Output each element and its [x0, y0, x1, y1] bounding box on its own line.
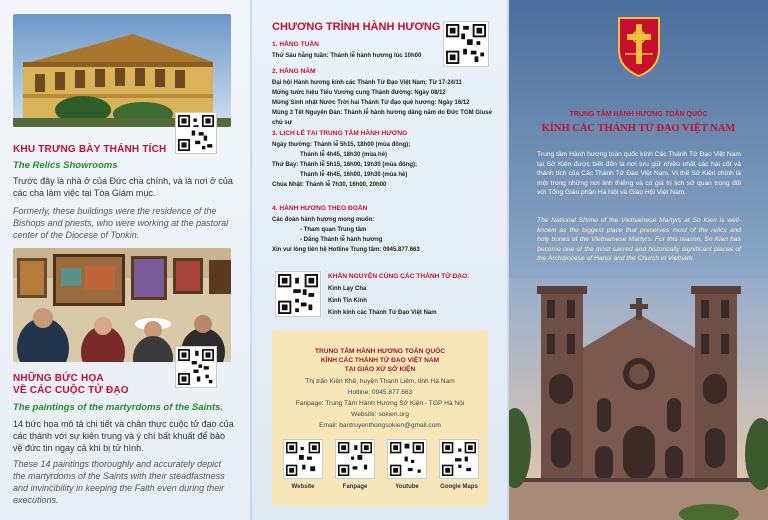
prayer-section — [328, 272, 498, 319]
yearly-line-2: Mừng tước hiệu Tiểu Vương cung Thánh đường: Ngày 08/12 — [272, 90, 446, 96]
paintings-subtitle-en: The paintings of the martyrdoms of the Saints. — [13, 402, 224, 413]
paintings-gallery-photo — [13, 248, 231, 362]
website-qr-code[interactable] — [284, 440, 322, 478]
contact-hotline: Hotline: 0945.877.663 — [347, 389, 413, 396]
weekly-line: Thứ Sáu hằng tuần: Thánh lễ hành hương lúc 10h00 — [272, 53, 422, 59]
google-maps-qr-label: Google Maps — [440, 484, 478, 490]
prayer-line-2: Kinh Tin Kính — [328, 298, 367, 304]
relics-subtitle-en: The Relics Showrooms — [13, 160, 118, 171]
shrine-emblem — [615, 14, 663, 78]
contact-email[interactable]: Email: bantruyenthongsokien@gmail.com — [319, 422, 441, 429]
paintings-title-line1: NHỮNG BỨC HỌA — [13, 373, 104, 384]
relics-building-photo — [13, 14, 231, 127]
paintings-text-vi: 14 bức họa mô tả chi tiết và chân thực cuộc tử đạo của các thánh với sự kiên trung và ý chí bất khuất để bảo vệ đức tin ngay cả khi bị tử hình. — [13, 419, 234, 453]
panel-right — [509, 0, 768, 520]
cathedral-photo — [509, 278, 768, 520]
website-qr-label: Website — [291, 484, 315, 490]
schedule-line-3: Thứ Bảy: Thánh lễ 5h15, 16h00, 19h30 (mùa đông); — [272, 162, 418, 168]
program-title: CHƯƠNG TRÌNH HÀNH HƯƠNG — [272, 21, 441, 33]
schedule-line-5: Chúa Nhật: Thánh lễ 7h30, 16h00, 20h00 — [272, 182, 387, 188]
contact-title-1: TRUNG TÂM HÀNH HƯƠNG TOÀN QUỐC — [314, 348, 446, 355]
contact-address: Thị trấn Kiện Khê, huyện Thanh Liêm, tỉnh Hà Nam — [305, 378, 455, 385]
shrine-text-en: The National Shrine of the Vietnamese Martyrs at So Kien is well-known as the biggest place that preserves most of the relics and holy bones of the Vietnamese Martyrs. For this reason, So Kien has become one of the most sacred and historically significant places of the Archdiocese of Hanoi and the Church in Vietnam. — [537, 217, 741, 263]
group-line-2: - Tham quan Trung tâm — [300, 227, 367, 233]
paintings-title-line2: VỀ CÁC CUỘC TỬ ĐẠO — [13, 385, 129, 396]
relics-text-en: Formerly, these buildings were the residence of the Bishops and priests, who were working at the pastoral center of the Diocese of Tonkin. — [13, 206, 229, 240]
contact-title-2: KÍNH CÁC THÁNH TỬ ĐẠO VIỆT NAM — [320, 357, 440, 364]
group-heading: 4. HÀNH HƯƠNG THEO ĐOÀN — [272, 205, 368, 212]
youtube-qr-label: Youtube — [395, 484, 419, 490]
prayer-line-3: Kinh kính các Thánh Tử Đạo Việt Nam — [328, 310, 437, 316]
contact-website[interactable]: Website: sokien.org — [351, 411, 409, 418]
shrine-text-vi: Trung tâm Hành hương toàn quốc kính Các Thánh Tử Đạo Việt Nam tại Sở Kiện được biết đến là nơi lưu giữ nhiều nhất các hài cốt và thánh tích của Các Thánh Tử Đạo Việt Nam. Vì thế Sở Kiện chính là một trong những nơi linh thiêng và có giá trị lịch sử quan trọng đối với Tổng Giáo phận Hà Nội và Giáo Hội Việt Nam. — [537, 151, 741, 197]
prayer-line-1: Kinh Lạy Cha — [328, 286, 367, 292]
weekly-heading: 1. HẰNG TUẦN — [272, 41, 319, 48]
yearly-line-4: Mùng 3 Tết Nguyên Đán: Thánh lễ hành hương dâng năm do Đức TGM Giuse chủ sự — [272, 110, 492, 126]
paintings-text-en: These 14 paintings thoroughly and accurately depict the martyrdoms of the Saints with their steadfastness and invincibility in keeping the Faith even during their executions. — [13, 459, 225, 505]
program-qr-code[interactable] — [444, 22, 488, 66]
yearly-line-3: Mừng Sinh nhật Nước Trời hai Thánh Tử đạo quê hương: Ngày 16/12 — [272, 100, 470, 106]
relics-title: KHU TRƯNG BÀY THÁNH TÍCH — [13, 144, 167, 155]
relics-text-vi: Trước đây là nhà ở của Đức cha chính, và là nơi ở của các cha làm việc tại Tòa Giám mục. — [13, 176, 233, 198]
program-mass-schedule — [272, 129, 502, 190]
schedule-line-4: Thánh lễ 4h45, 16h00, 19h30 (mùa hè) — [300, 172, 408, 178]
group-line-3: - Dâng Thánh lễ hành hương — [300, 237, 383, 243]
yearly-line-1: Đại hội Hành hương kính các Thánh Tử Đạo Việt Nam: Từ 17-24/11 — [272, 80, 462, 86]
contact-title-3: TẠI GIÁO XỨ SỞ KIỆN — [344, 366, 416, 373]
schedule-line-2: Thánh lễ 4h45, 18h30 (mùa hè) — [300, 152, 388, 158]
group-line-1: Các đoàn hành hương mong muốn: — [272, 217, 375, 223]
contact-box — [272, 330, 488, 506]
schedule-heading: 3. LỊCH LỄ TẠI TRUNG TÂM HÀNH HƯƠNG — [272, 130, 408, 137]
schedule-line-1: Ngày thường: Thánh lễ 5h15, 18h00 (mùa đông); — [272, 142, 411, 148]
yearly-heading: 2. HẰNG NĂM — [272, 68, 316, 75]
shrine-subtitle: TRUNG TÂM HÀNH HƯƠNG TOÀN QUỐC — [569, 111, 708, 118]
shrine-title: KÍNH CÁC THÁNH TỬ ĐẠO VIỆT NAM — [541, 123, 736, 134]
google-maps-qr-code[interactable] — [440, 440, 478, 478]
prayer-qr-code[interactable] — [276, 272, 320, 316]
program-weekly — [272, 40, 442, 61]
fanpage-qr-label: Fanpage — [342, 484, 368, 490]
panel-left — [0, 0, 250, 520]
panel-middle — [252, 0, 507, 520]
program-yearly — [272, 67, 502, 128]
contact-fanpage[interactable]: Fanpage: Trung Tâm Hành Hương Sở Kiện - TGP Hà Nội — [295, 400, 465, 407]
relics-qr-code[interactable] — [176, 113, 216, 153]
prayer-heading: KHẤN NGUYỆN CÙNG CÁC THÁNH TỬ ĐẠO: — [328, 273, 470, 280]
youtube-qr-code[interactable] — [388, 440, 426, 478]
fanpage-qr-code[interactable] — [336, 440, 374, 478]
paintings-qr-code[interactable] — [176, 347, 216, 387]
group-line-4: Xin vui lòng liên hệ Hotline Trung tâm: 0945.877.663 — [272, 247, 420, 253]
program-group-pilgrimage — [272, 204, 502, 255]
